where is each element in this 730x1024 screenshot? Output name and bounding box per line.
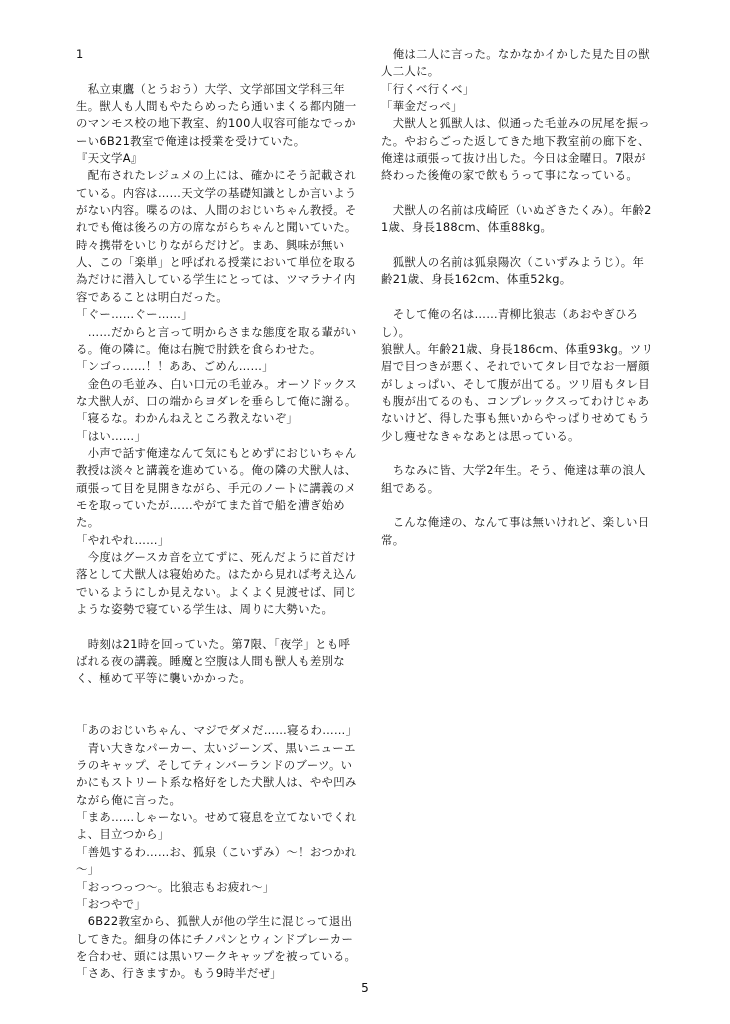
text-paragraph: 狐獣人の名前は狐泉陽次（こいずみようじ）。年齢21歳、身長162cm、体重52kg。	[381, 255, 645, 287]
text-paragraph: 『天文学A』	[76, 151, 143, 166]
text-paragraph: 「まあ……しゃーない。せめて寝息を立てないでくれよ、目立つから」	[76, 810, 357, 842]
text-paragraph: 「善処するわ……お、狐泉（こいずみ）～！おつかれ～」	[76, 844, 357, 877]
text-paragraph: 「おっつっつ～。比狼志もお疲れ～」	[76, 879, 275, 894]
text-paragraph: 「おつやで」	[76, 896, 147, 911]
text-paragraph: こんな俺達の、なんて事は無いけれど、楽しい日常。	[381, 515, 650, 547]
text-paragraph: 「ぐー……ぐー……」	[76, 307, 193, 322]
text-paragraph: 犬獣人と狐獣人は、似通った毛並みの尻尾を振った。やおらごった返してきた地下教室前の廊下を、俺達は頑張って抜け出した。今日は金曜日。7限が終わった後俺の家で飲もうって事になっている。	[381, 116, 650, 183]
text-paragraph: ちなみに皆、大学2年生。そう、俺達は華の浪人組である。	[381, 463, 646, 495]
text-paragraph: 犬獣人の名前は戌崎匠（いぬざきたくみ）。年齢21歳、身長188cm、体重88kg。	[381, 203, 652, 235]
text-paragraph	[381, 497, 655, 514]
text-paragraph	[381, 289, 655, 306]
text-paragraph: 「華金だっぺ」	[381, 99, 463, 114]
text-paragraph: 「あのおじいちゃん、マジでダメだ……寝るわ……」	[76, 723, 358, 738]
text-paragraph: 「やれやれ……」	[76, 532, 170, 547]
text-paragraph	[76, 705, 358, 722]
text-paragraph	[381, 185, 655, 202]
left-text-column	[76, 46, 358, 983]
text-paragraph: 時刻は21時を回っていた。第7限、「夜学」とも呼ばれる夜の講義。睡魔と空腹は人間も獣人も差別なく、極めて平等に襲いかかった。	[76, 636, 351, 686]
text-paragraph: 「寝るな。わかんねえところ教えないぞ」	[76, 411, 299, 426]
text-paragraph	[381, 237, 655, 254]
text-paragraph: 金色の毛並み、白い口元の毛並み。オーソドックスな犬獣人が、口の端からヨダレを垂らして俺に謝る。	[76, 376, 357, 408]
text-paragraph: 俺は二人に言った。なかなかイかした見た目の獣人二人に。	[381, 47, 650, 79]
text-paragraph: 「行くべ行くべ」	[381, 81, 475, 96]
text-paragraph: 青い大きなパーカー、太いジーンズ、黒いニューエラのキャップ、そしてティンバーランドのブーツ。いかにもストリート系な格好をした犬獣人は、やや凹みながら俺に言った。	[76, 740, 357, 807]
text-paragraph: 配布されたレジュメの上には、確かにそう記載されている。内容は……天文学の基礎知識としか言いようがない内容。喋るのは、人間のおじいちゃん教授。それでも俺は後ろの方の席ながらちゃんと聞いていた。時々携帯をいじりながらだけど。まあ、興味が無い人、この「楽単」と呼ばれる授業において単位を取る為だけに潜入している学生にとっては、ツマラナイ内容であることは明白だった。	[76, 168, 357, 304]
text-paragraph	[381, 445, 655, 462]
text-paragraph: ……だからと言って明からさまな態度を取る輩がいる。俺の隣に。俺は右腕で肘鉄を食らわせた。	[76, 324, 357, 356]
page-number: 5	[361, 981, 369, 995]
text-paragraph: 狼獣人。年齢21歳、身長186cm、体重93kg。ツリ眉で目つきが悪く、それでいてタレ目でなお一層顔がしょっぱい、そして腹が出てる。ツリ眉もタレ目も腹が出てるのも、コンプレックスってわけじゃあないけど、得した事も無いからやっぱりせめてもう少し痩せなきゃなあとは思っている。	[381, 341, 654, 443]
text-paragraph: 「はい……」	[76, 428, 147, 443]
right-text-column	[381, 46, 655, 549]
text-paragraph: 小声で話す俺達なんて気にもとめずにおじいちゃん教授は淡々と講義を進めている。俺の隣の犬獣人は、頑張って目を見開きながら、手元のノートに講義のメモを取っていたが……やがてまた首で船を漕ぎ始めた。	[76, 445, 357, 530]
text-paragraph: 私立東鷹（とうおう）大学、文学部国文学科三年生。獣人も人間もやたらめったら通いまくる都内随一のマンモス校の地下教室、約100人収容可能なでっかーい6B21教室で俺達は授業を受けていた。	[76, 81, 357, 148]
text-paragraph: 「ンゴっ……！！ああ、ごめん……」	[76, 359, 274, 374]
text-paragraph	[76, 618, 358, 635]
text-paragraph	[76, 63, 358, 80]
text-paragraph: そして俺の名は……青柳比狼志（あおやぎひろし）。	[381, 307, 639, 339]
text-paragraph	[76, 688, 358, 705]
text-paragraph: 1	[76, 47, 84, 61]
text-paragraph: 今度はグースカ音を立てずに、死んだように首だけ落として犬獣人は寝始めた。はたから見れば考え込んでいるようにしか見えない。よくよく見渡せば、同じような姿勢で寝ている学生は、周りに大勢いた。	[76, 549, 357, 616]
text-paragraph: 「さあ、行きますか。もう9時半だぜ」	[76, 966, 282, 981]
text-paragraph: 6B22教室から、狐獣人が他の学生に混じって退出してきた。細身の体にチノパンとウィンドブレーカーを合わせ、頭には黒いワークキャップを被っている。	[76, 914, 357, 963]
